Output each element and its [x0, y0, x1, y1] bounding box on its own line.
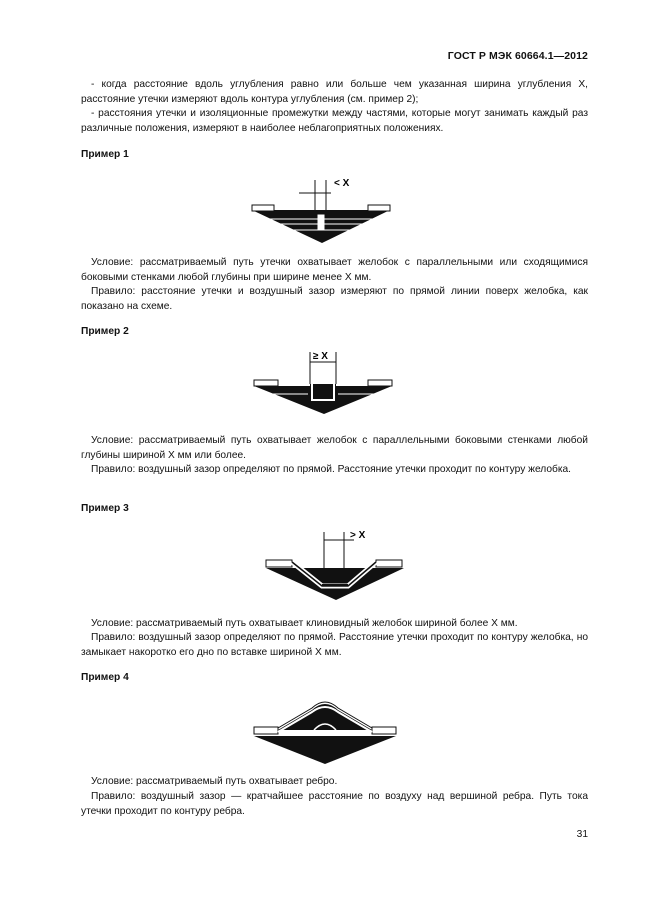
example-2-dimension-label: ≥ X [313, 351, 328, 362]
example-3-condition: Условие: рассматриваемый путь охватывает клиновидный желобок шириной более X мм. [91, 618, 518, 629]
example-1-dimension-label: < X [334, 178, 350, 189]
page-number: 31 [576, 829, 588, 840]
example-4-diagram [250, 696, 400, 766]
example-4-rule: Правило: воздушный зазор — кратчайшее расстояние по воздуху над вершиной ребра. Путь тока утечки проходит по контуру ребра. [81, 791, 588, 817]
page-header: ГОСТ Р МЭК 60664.1—2012 [447, 50, 588, 62]
example-3-title: Пример 3 [81, 503, 129, 514]
example-2-title: Пример 2 [81, 326, 129, 337]
example-2-rule: Правило: воздушный зазор определяют по прямой. Расстояние утечки проходит по контуру желобка. [91, 464, 572, 475]
example-3-rule: Правило: воздушный зазор определяют по прямой. Расстояние утечки проходит по контуру желобка, но замыкает накоротко его дно по вставке шириной X мм. [81, 632, 588, 658]
intro-paragraph-1: - когда расстояние вдоль углубления равно или больше чем указанная ширина углубления X, расстояние утечки измеряют вдоль контура углубления (см. пример 2); [81, 79, 588, 105]
example-4-condition: Условие: рассматриваемый путь охватывает ребро. [91, 776, 338, 787]
example-1-diagram [246, 174, 396, 246]
example-2-diagram [250, 348, 396, 418]
example-1-rule: Правило: расстояние утечки и воздушный зазор измеряют по прямой линии поверх желобка, как показано на схеме. [81, 286, 588, 312]
example-1-condition: Условие: рассматриваемый путь утечки охватывает желобок с параллельными или сходящимися боковыми стенками любой глубины при ширине менее X мм. [81, 257, 588, 283]
example-3-dimension-label: > X [350, 530, 366, 541]
intro-paragraph-2: - расстояния утечки и изоляционные промежутки между частями, которые могут занимать каждый раз различные положения, измеряют в наиболее неблагоприятных положениях. [81, 108, 588, 134]
example-4-title: Пример 4 [81, 672, 129, 683]
example-3-diagram [262, 528, 408, 604]
example-2-condition: Условие: рассматриваемый путь охватывает желобок с параллельными боковыми стенками любой глубины шириной X мм или более. [81, 435, 588, 461]
example-1-title: Пример 1 [81, 149, 129, 160]
